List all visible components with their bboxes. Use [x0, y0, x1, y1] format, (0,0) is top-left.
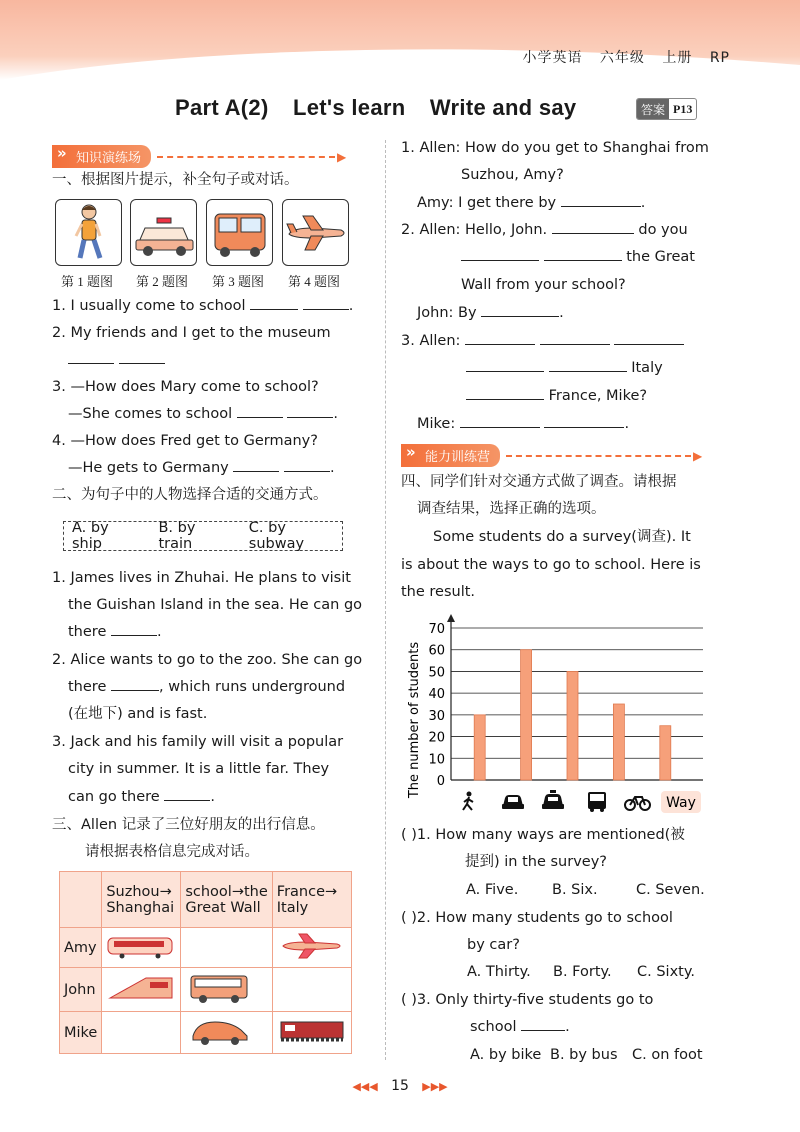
x-axis-label: Way — [666, 795, 696, 811]
mc-question-1-cont: 提到) in the survey? — [465, 854, 607, 870]
bus-icon — [588, 792, 606, 812]
y-tick-label: 0 — [436, 774, 445, 789]
y-tick-label: 10 — [428, 752, 445, 768]
mike-car-cell — [181, 1012, 272, 1054]
bar-car — [521, 650, 532, 780]
bar-walk — [474, 715, 485, 780]
question-3-answer: —She comes to school . — [68, 406, 338, 422]
fast-train-icon — [106, 972, 176, 1004]
bus-icon — [185, 972, 255, 1004]
header-info — [510, 47, 730, 67]
dialog-2-line-4: John: By . — [417, 305, 564, 321]
page-title — [175, 95, 594, 121]
picture-caption-1: 第 1 题图 — [61, 274, 114, 289]
dialog-2-line-2: the Great — [461, 247, 695, 267]
mc-question-3-cont: school . — [470, 1019, 570, 1035]
option-train: B. by train — [158, 520, 196, 552]
passage-1-line-3: there . — [68, 624, 162, 640]
option-box — [63, 521, 343, 551]
dialog-3-line-4: Mike: . — [417, 416, 630, 432]
section-3-subtitle: 请根据表格信息完成对话。 — [85, 844, 259, 860]
travel-table — [59, 871, 352, 1054]
header-grade: 六年级 — [599, 50, 645, 66]
survey-bar-chart — [403, 610, 713, 820]
section-4-subtitle: 调查结果，选择正确的选项。 — [417, 501, 606, 517]
passage-1-line-1: 1. James lives in Zhuhai. He plans to visit — [52, 570, 351, 586]
passage-2-line-2: there , which runs underground — [68, 679, 346, 695]
section-banner-practice: » 知识演练场 ▶ — [52, 145, 346, 168]
y-tick-label: 30 — [428, 708, 445, 724]
section-4-title: 四、同学们针对交通方式做了调查。请根据 — [401, 474, 677, 490]
title-part: Part A(2) — [175, 95, 269, 120]
dialog-2-line-1: 2. Allen: Hello, John. do you — [401, 222, 688, 238]
passage-3-line-1: 3. Jack and his family will visit a popular — [52, 734, 344, 750]
plane-picture-icon — [283, 200, 349, 266]
y-tick-label: 40 — [428, 687, 445, 703]
bus-picture — [206, 199, 273, 266]
y-tick-label: 20 — [428, 730, 445, 746]
passage-2-line-3: (在地下) and is fast. — [68, 706, 208, 722]
dialog-3-line-3: France, Mike? — [466, 386, 647, 406]
section-banner-ability: » 能力训练营 ▶ — [401, 444, 702, 467]
header-volume: 上册 — [662, 50, 693, 66]
title-learn: Let's learn — [293, 95, 406, 120]
question-2-blanks — [68, 350, 165, 370]
mc-question-3-options: A. by bike B. by bus C. on foot — [470, 1047, 703, 1063]
question-1: 1. I usually come to school . — [52, 298, 354, 314]
dialog-1-line-2: Suzhou, Amy? — [461, 167, 564, 183]
answer-page: P13 — [673, 101, 693, 116]
bar-bus — [613, 704, 624, 780]
intro-line-1: Some students do a survey(调查). It — [433, 529, 691, 545]
section-1-title: 一、根据图片提示，补全句子或对话。 — [52, 172, 299, 188]
y-axis-arrow — [447, 614, 455, 622]
answer-label: 答案 — [637, 99, 669, 119]
table-col-3: France→ Italy — [272, 872, 351, 928]
mc-question-1-options: A. Five. B. Six. C. Seven. — [466, 882, 705, 898]
dialog-3-line-1: 3. Allen: — [401, 331, 684, 351]
mike-train-cell — [272, 1012, 351, 1054]
walk-figure-icon — [56, 200, 122, 266]
column-divider — [385, 140, 386, 1060]
car-icon — [185, 1016, 255, 1046]
option-subway: C. by subway — [248, 520, 305, 552]
question-2: 2. My friends and I get to the museum — [52, 325, 331, 341]
banner-label-ability: » 能力训练营 — [401, 444, 500, 467]
dialog-1-line-1: 1. Allen: How do you get to Shanghai from — [401, 140, 709, 156]
taxi-picture — [130, 199, 197, 266]
dialog-2-line-3: Wall from your school? — [461, 277, 626, 293]
page-footer: ◀◀◀ 15 ▶▶▶ — [352, 1078, 448, 1094]
john-train-cell — [102, 968, 181, 1012]
bar-taxi — [567, 671, 578, 780]
picture-caption-2: 第 2 题图 — [136, 274, 189, 289]
passage-3-line-3: can go there . — [68, 789, 215, 805]
header-subject: 小学英语 — [522, 50, 583, 66]
y-tick-label: 70 — [428, 622, 445, 637]
walking-boy-picture — [55, 199, 122, 266]
passage-1-line-2: the Guishan Island in the sea. He can go — [68, 597, 363, 613]
mc-question-2-options: A. Thirty. B. Forty. C. Sixty. — [467, 964, 695, 980]
passage-3-line-2: city in summer. It is a little far. They — [68, 761, 330, 777]
header-edition: RP — [709, 50, 730, 66]
walk-icon — [463, 792, 473, 811]
answer-tag — [636, 98, 697, 120]
question-4-answer: —He gets to Germany . — [68, 460, 335, 476]
table-row-john: John — [60, 968, 102, 1012]
mc-question-2: ( )2. How many students go to school — [401, 910, 673, 926]
page-number: 15 — [391, 1078, 409, 1094]
title-write: Write and say — [429, 95, 577, 120]
table-col-1: Suzhou→ Shanghai — [102, 872, 181, 928]
picture-caption-4: 第 4 题图 — [288, 274, 341, 289]
y-axis-label: The number of students — [407, 641, 422, 799]
taxi-picture-icon — [131, 200, 197, 266]
bus-picture-icon — [207, 200, 273, 266]
section-3-title: 三、Allen 记录了三位好朋友的出行信息。 — [52, 817, 325, 833]
question-3-ask: 3. —How does Mary come to school? — [52, 379, 319, 395]
amy-train-cell — [102, 928, 181, 968]
mc-question-1: ( )1. How many ways are mentioned(被 — [401, 827, 685, 843]
dialog-3-line-2: Italy — [466, 358, 663, 378]
mc-question-2-cont: by car? — [467, 937, 520, 953]
banner-label: » 知识演练场 — [52, 145, 151, 168]
intro-line-2: is about the ways to go to school. Here is — [401, 557, 701, 573]
train-icon — [106, 932, 176, 960]
taxi-icon — [542, 790, 564, 809]
intro-line-3: the result. — [401, 584, 476, 600]
table-col-2: school→the Great Wall — [181, 872, 272, 928]
john-bus-cell — [181, 968, 272, 1012]
section-2-title: 二、为句子中的人物选择合适的交通方式。 — [52, 487, 328, 503]
dialog-1-line-3: Amy: I get there by . — [417, 195, 646, 211]
plane-icon — [277, 932, 347, 960]
locomotive-icon — [277, 1016, 347, 1046]
question-4-ask: 4. —How does Fred get to Germany? — [52, 433, 318, 449]
passage-2-line-1: 2. Alice wants to go to the zoo. She can go — [52, 652, 363, 668]
amy-plane-cell — [272, 928, 351, 968]
y-tick-label: 60 — [428, 643, 445, 659]
plane-picture — [282, 199, 349, 266]
car-icon — [502, 795, 524, 809]
bike-icon — [625, 797, 650, 810]
y-tick-label: 50 — [428, 665, 445, 681]
mc-question-3: ( )3. Only thirty-five students go to — [401, 992, 654, 1008]
table-row-amy: Amy — [60, 928, 102, 968]
picture-caption-3: 第 3 题图 — [212, 274, 265, 289]
table-row-mike: Mike — [60, 1012, 102, 1054]
bar-bike — [660, 726, 671, 780]
option-ship: A. by ship — [72, 520, 109, 552]
